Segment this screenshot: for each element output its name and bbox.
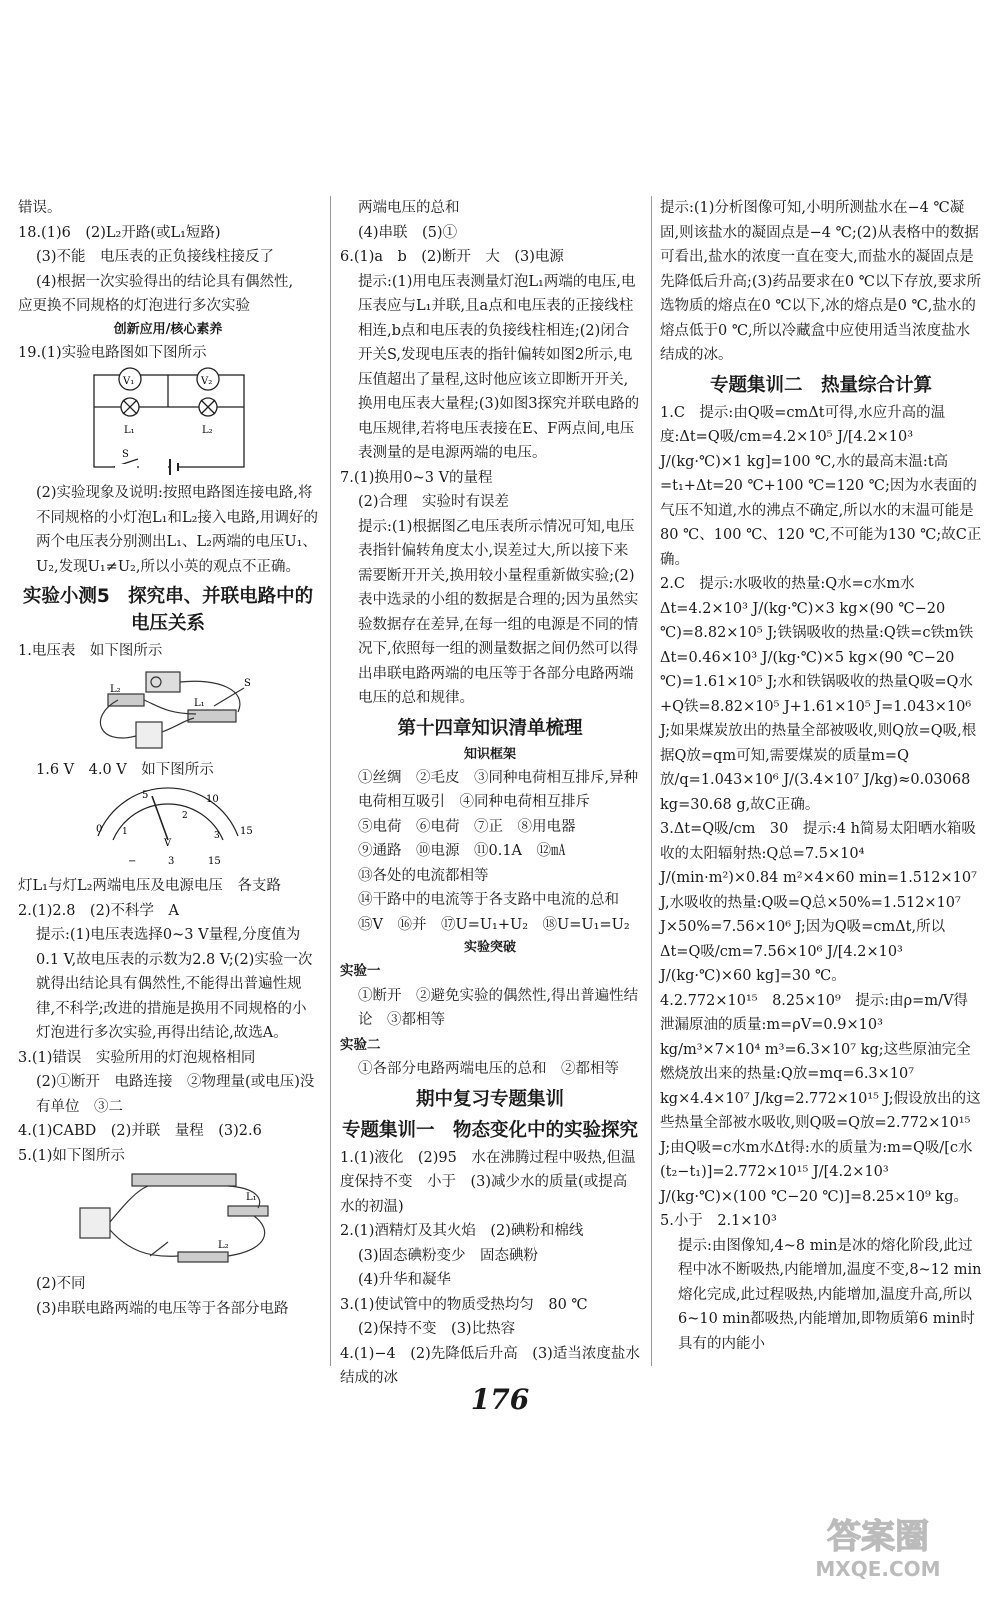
text-line: ⑮V ⑯并 ⑰U=U₁+U₂ ⑱U=U₁=U₂ (358, 916, 630, 933)
text-line: 应更换不同规格的灯泡进行多次实验 (18, 298, 250, 314)
text-line: (2)保持不变 (3)比热容 (358, 1321, 516, 1337)
text-line: (2)合理 实验时有误差 (358, 494, 510, 510)
text-line: (3)串联电路两端的电压等于各部分电路 (36, 1300, 289, 1317)
answer-3: 3.(1)使试管中的物质受热均匀 80 ℃ (340, 1296, 588, 1313)
hint-block: 提示:(1)分析图像可知,小明所测盐水在−4 ℃凝固,则该盐水的凝固点是−4 ℃;(2)从表格中的数据可看出,盐水的浓度一直在变大,而盐水的凝固点是先降低后升高;(3)药品要求在0 ℃以下存放,要求所选物质的熔点在0 ℃以下,冰的熔点是0 ℃,盐水的熔点低于0 ℃,所以冷藏盒中应使用适当浓度盐水结成的冰。 (660, 200, 982, 363)
text-line: ①断开 ②避免实验的偶然性,得出普遍性结论 ③都相等 (358, 987, 639, 1028)
text-line: ①丝绸 ②毛皮 ③同种电荷相互排斥,异种电荷相互吸引 ④同种电荷相互排斥 (358, 769, 639, 810)
wiring-photo-1 (18, 666, 318, 756)
text-block: (2)实验现象及说明:按照电路图连接电路,将不同规格的小灯泡L₁和L₂接入电路,用调好的两个电压表分别测出L₁、L₂两端的电压U₁、U₂,发现U₁≠U₂,所以小英的观点不正确。 (36, 485, 318, 575)
text-line: 1.6 V 4.0 V 如下图所示 (36, 761, 214, 778)
answer-5: 5.(1)如下图所示 (18, 1147, 125, 1164)
answer-5: 5.小于 2.1×10³ (660, 1213, 777, 1229)
watermark-top: 答案圈 (827, 1517, 929, 1557)
hint-block: 提示:(1)用电压表测量灯泡L₁两端的电压,电压表应与L₁并联,且a点和电压表的正接线柱相连,b点和电压表的负接线柱相连;(2)闭合开关S,发现电压表的指针偏转如图2所示,电压值超出了量程,这时他应该立即断开开关,换用电压表大量程;(3)如图3探究并联电路的电压规律,若将电压表接在E、F两点间,电压表测量的是电源两端的电压。 (358, 273, 640, 461)
section-title: 实验小测5 探究串、并联电路中的电压关系 (22, 586, 314, 634)
text-line: (4)根据一次实验得出的结论具有偶然性, (36, 273, 294, 290)
label: 实验二 (340, 1036, 381, 1053)
page-number: 176 (470, 1383, 530, 1416)
answer-2: 2.(1)2.8 (2)不科学 A (18, 902, 179, 919)
section-title: 专题集训二 热量综合计算 (709, 374, 932, 396)
text-line: ⑬各处的电流都相等 (358, 867, 489, 884)
l2-label: L₂ (218, 1240, 229, 1251)
dial-inner: 2 (182, 811, 188, 821)
text-line: ⑭干路中的电流等于各支路中电流的总和 (358, 892, 619, 908)
section-title: 期中复习专题集训 (415, 1088, 564, 1110)
l1-label: L₁ (124, 425, 135, 436)
text-line: ⑤电荷 ⑥电荷 ⑦正 ⑧用电器 (358, 818, 576, 835)
answer-7: 7.(1)换用0~3 V的量程 (340, 469, 493, 486)
section-title: 专题集训一 物态变化中的实验探究 (341, 1119, 638, 1141)
column-3 (660, 196, 982, 1356)
v1-label: V₁ (123, 376, 135, 387)
terminal: 3 (168, 856, 175, 867)
l1-label: L₁ (246, 1192, 257, 1203)
terminal: 15 (208, 856, 221, 867)
hint-block: 提示:由图像知,4~8 min是冰的熔化阶段,此过程中冰不断吸热,内能增加,温度不变,8~12 min熔化完成,此过程吸热,内能增加,温度升高,所以6~10 min都吸热,内能增加,即物质第6 min时具有的内能小 (678, 1237, 982, 1352)
text-line: (3)固态碘粉变少 固态碘粉 (358, 1247, 539, 1264)
answer-18: 18.(1)6 (2)L₂开路(或L₁短路) (18, 224, 221, 241)
column-1 (18, 196, 318, 1321)
answer-6: 6.(1)a b (2)断开 大 (3)电源 (340, 249, 564, 265)
answer-2: 2.C 提示:水吸收的热量:Q水=c水m水Δt=4.2×10³ J/(kg·℃)×3 kg×(90 ℃−20 ℃)=8.82×10⁵ J;铁锅吸收的热量:Q铁=c铁m铁Δt=0.46×10³ J/(kg·℃)×5 kg×(90 ℃−20 ℃)=1.61×10⁵ J;水和铁锅吸收的热量Q吸=Q水+Q铁=8.82×10⁵ J+1.61×10⁵ J=1.043×10⁶ J;如果煤炭放出的热量全部被吸收,则Q放=Q吸,根据Q放=qm可知,需要煤炭的质量m=Q放/q=1.043×10⁶ J/(3.4×10⁷ J/kg)≈0.03068 kg=30.68 g,故C正确。 (660, 576, 977, 813)
column-2 (340, 196, 640, 1391)
text-line: ①各部分电路两端电压的总和 ②都相等 (358, 1061, 619, 1077)
text-line: 灯L₁与灯L₂两端电压及电源电压 各支路 (18, 878, 281, 894)
answer-1: 1.电压表 如下图所示 (18, 643, 163, 659)
answer-2: 2.(1)酒精灯及其火焰 (2)碘粉和棉线 (340, 1223, 584, 1239)
dial-mark: 0 (96, 824, 103, 835)
section-title: 第十四章知识清单梳理 (397, 717, 583, 739)
section-label: 实验突破 (463, 940, 516, 955)
label: 实验一 (340, 963, 381, 979)
wiring-photo-2 (18, 1170, 318, 1270)
column-divider (651, 196, 652, 1366)
meter-v: V (164, 838, 172, 849)
dial-mark: 5 (142, 790, 149, 801)
dial-mark: 10 (206, 794, 219, 805)
l2-label: L₂ (110, 683, 121, 695)
text-line: 两端电压的总和 (358, 200, 460, 216)
switch-label: S (244, 677, 251, 689)
switch-label: S (122, 449, 129, 460)
voltmeter-dial (18, 784, 318, 872)
answer-19: 19.(1)实验电路图如下图所示 (18, 344, 207, 361)
hint-block: 提示:(1)根据图乙电压表所示情况可知,电压表指针偏转角度太小,误差过大,所以接下来需要断开开关,换用较小量程重新做实验;(2)表中选录的小组的数据是合理的;因为虽然实验数据存在差异,在每一组的电源是不同的情况下,依照每一组的测量数据之间仍然可以得出串联电路两端的电压等于各部分电路两端电压的总和规律。 (358, 518, 639, 706)
dial-inner: 1 (122, 827, 128, 837)
l2-label: L₂ (202, 425, 213, 436)
l1-label: L₁ (194, 697, 205, 709)
circuit-diagram (18, 367, 318, 479)
answer-3: 3.(1)错误 实验所用的灯泡规格相同 (18, 1049, 256, 1066)
column-divider (330, 196, 331, 1366)
v2-label: V₂ (201, 376, 213, 387)
text-line: (2)①断开 电路连接 ②物理量(或电压)没有单位 ③二 (36, 1074, 315, 1115)
answer-4: 4.(1)−4 (2)先降低后升高 (3)适当浓度盐水结成的冰 (340, 1345, 640, 1386)
dial-mark: 15 (240, 826, 253, 837)
watermark-logo (778, 1512, 978, 1582)
dial-inner: 3 (214, 831, 220, 841)
text-line: (3)不能 电压表的正负接线柱接反了 (36, 249, 275, 265)
text-line: (4)升华和凝华 (358, 1272, 452, 1288)
answer-1: 1.(1)液化 (2)95 水在沸腾过程中吸热,但温度保持不变 小于 (3)减少水的质量(或提高水的初温) (340, 1149, 636, 1215)
text-line: (2)不同 (36, 1276, 86, 1292)
answer-4: 4.(1)CABD (2)并联 量程 (3)2.6 (18, 1123, 262, 1139)
text-line: 错误。 (18, 200, 62, 216)
section-label: 创新应用/核心素养 (113, 321, 223, 337)
answer-3: 3.Δt=Q吸/cm 30 提示:4 h简易太阳晒水箱吸收的太阳辐射热:Q总=7.5×10⁴ J/(min·m²)×0.84 m²×4×60 min=1.512×10⁷ J,水吸收的热量:Q吸=Q总×50%=1.512×10⁷ J×50%=7.56×10⁶ J;因为Q吸=cmΔt,所以Δt=Q吸/cm=7.56×10⁶ J/[4.2×10³ J/(kg·℃)×60 kg]=30 ℃。 (660, 821, 977, 984)
hint-block: 提示:(1)电压表选择0~3 V量程,分度值为0.1 V,故电压表的示数为2.8 V;(2)实验一次就得出结论具有偶然性,不能得出普遍性规律,不科学;改进的措施是换用不同规格的小灯泡进行多次实验,再得出结论,故选A。 (36, 927, 313, 1041)
section-label: 知识框架 (463, 746, 516, 762)
text-line: ⑨通路 ⑩电源 ⑪0.1A ⑫㎃ (358, 843, 566, 859)
answer-1: 1.C 提示:由Q吸=cmΔt可得,水应升高的温度:Δt=Q吸/cm=4.2×10⁵ J/[4.2×10³ J/(kg·℃)×1 kg]=100 ℃,水的最高末温:t高=t₁+Δt=20 ℃+100 ℃=120 ℃;因为水表面的气压不知道,水的沸点不确定,所以水的末温可能是80 ℃、100 ℃、120 ℃,不可能为130 ℃;故C正确。 (660, 404, 982, 568)
text-line: (4)串联 (5)① (358, 224, 458, 241)
watermark-bottom: MXQE.COM (815, 1557, 941, 1581)
answer-4: 4.2.772×10¹⁵ 8.25×10⁹ 提示:由ρ=m/V得泄漏原油的质量:m=ρV=0.9×10³ kg/m³×7×10⁴ m³=6.3×10⁷ kg;这些原油完全燃烧放出来的热量:Q放=mq=6.3×10⁷ kg×4.4×10⁷ J/kg=2.772×10¹⁵ J;假设放出的这些热量全部被水吸收,则Q吸=Q放=2.772×10¹⁵ J;由Q吸=c水m水Δt得:水的质量为:m=Q吸/[c水(t₂−t₁)]=2.772×10¹⁵ J/[4.2×10³ J/(kg·℃)×(100 ℃−20 ℃)]=8.25×10⁹ kg。 (660, 992, 981, 1205)
terminal: − (128, 856, 137, 867)
